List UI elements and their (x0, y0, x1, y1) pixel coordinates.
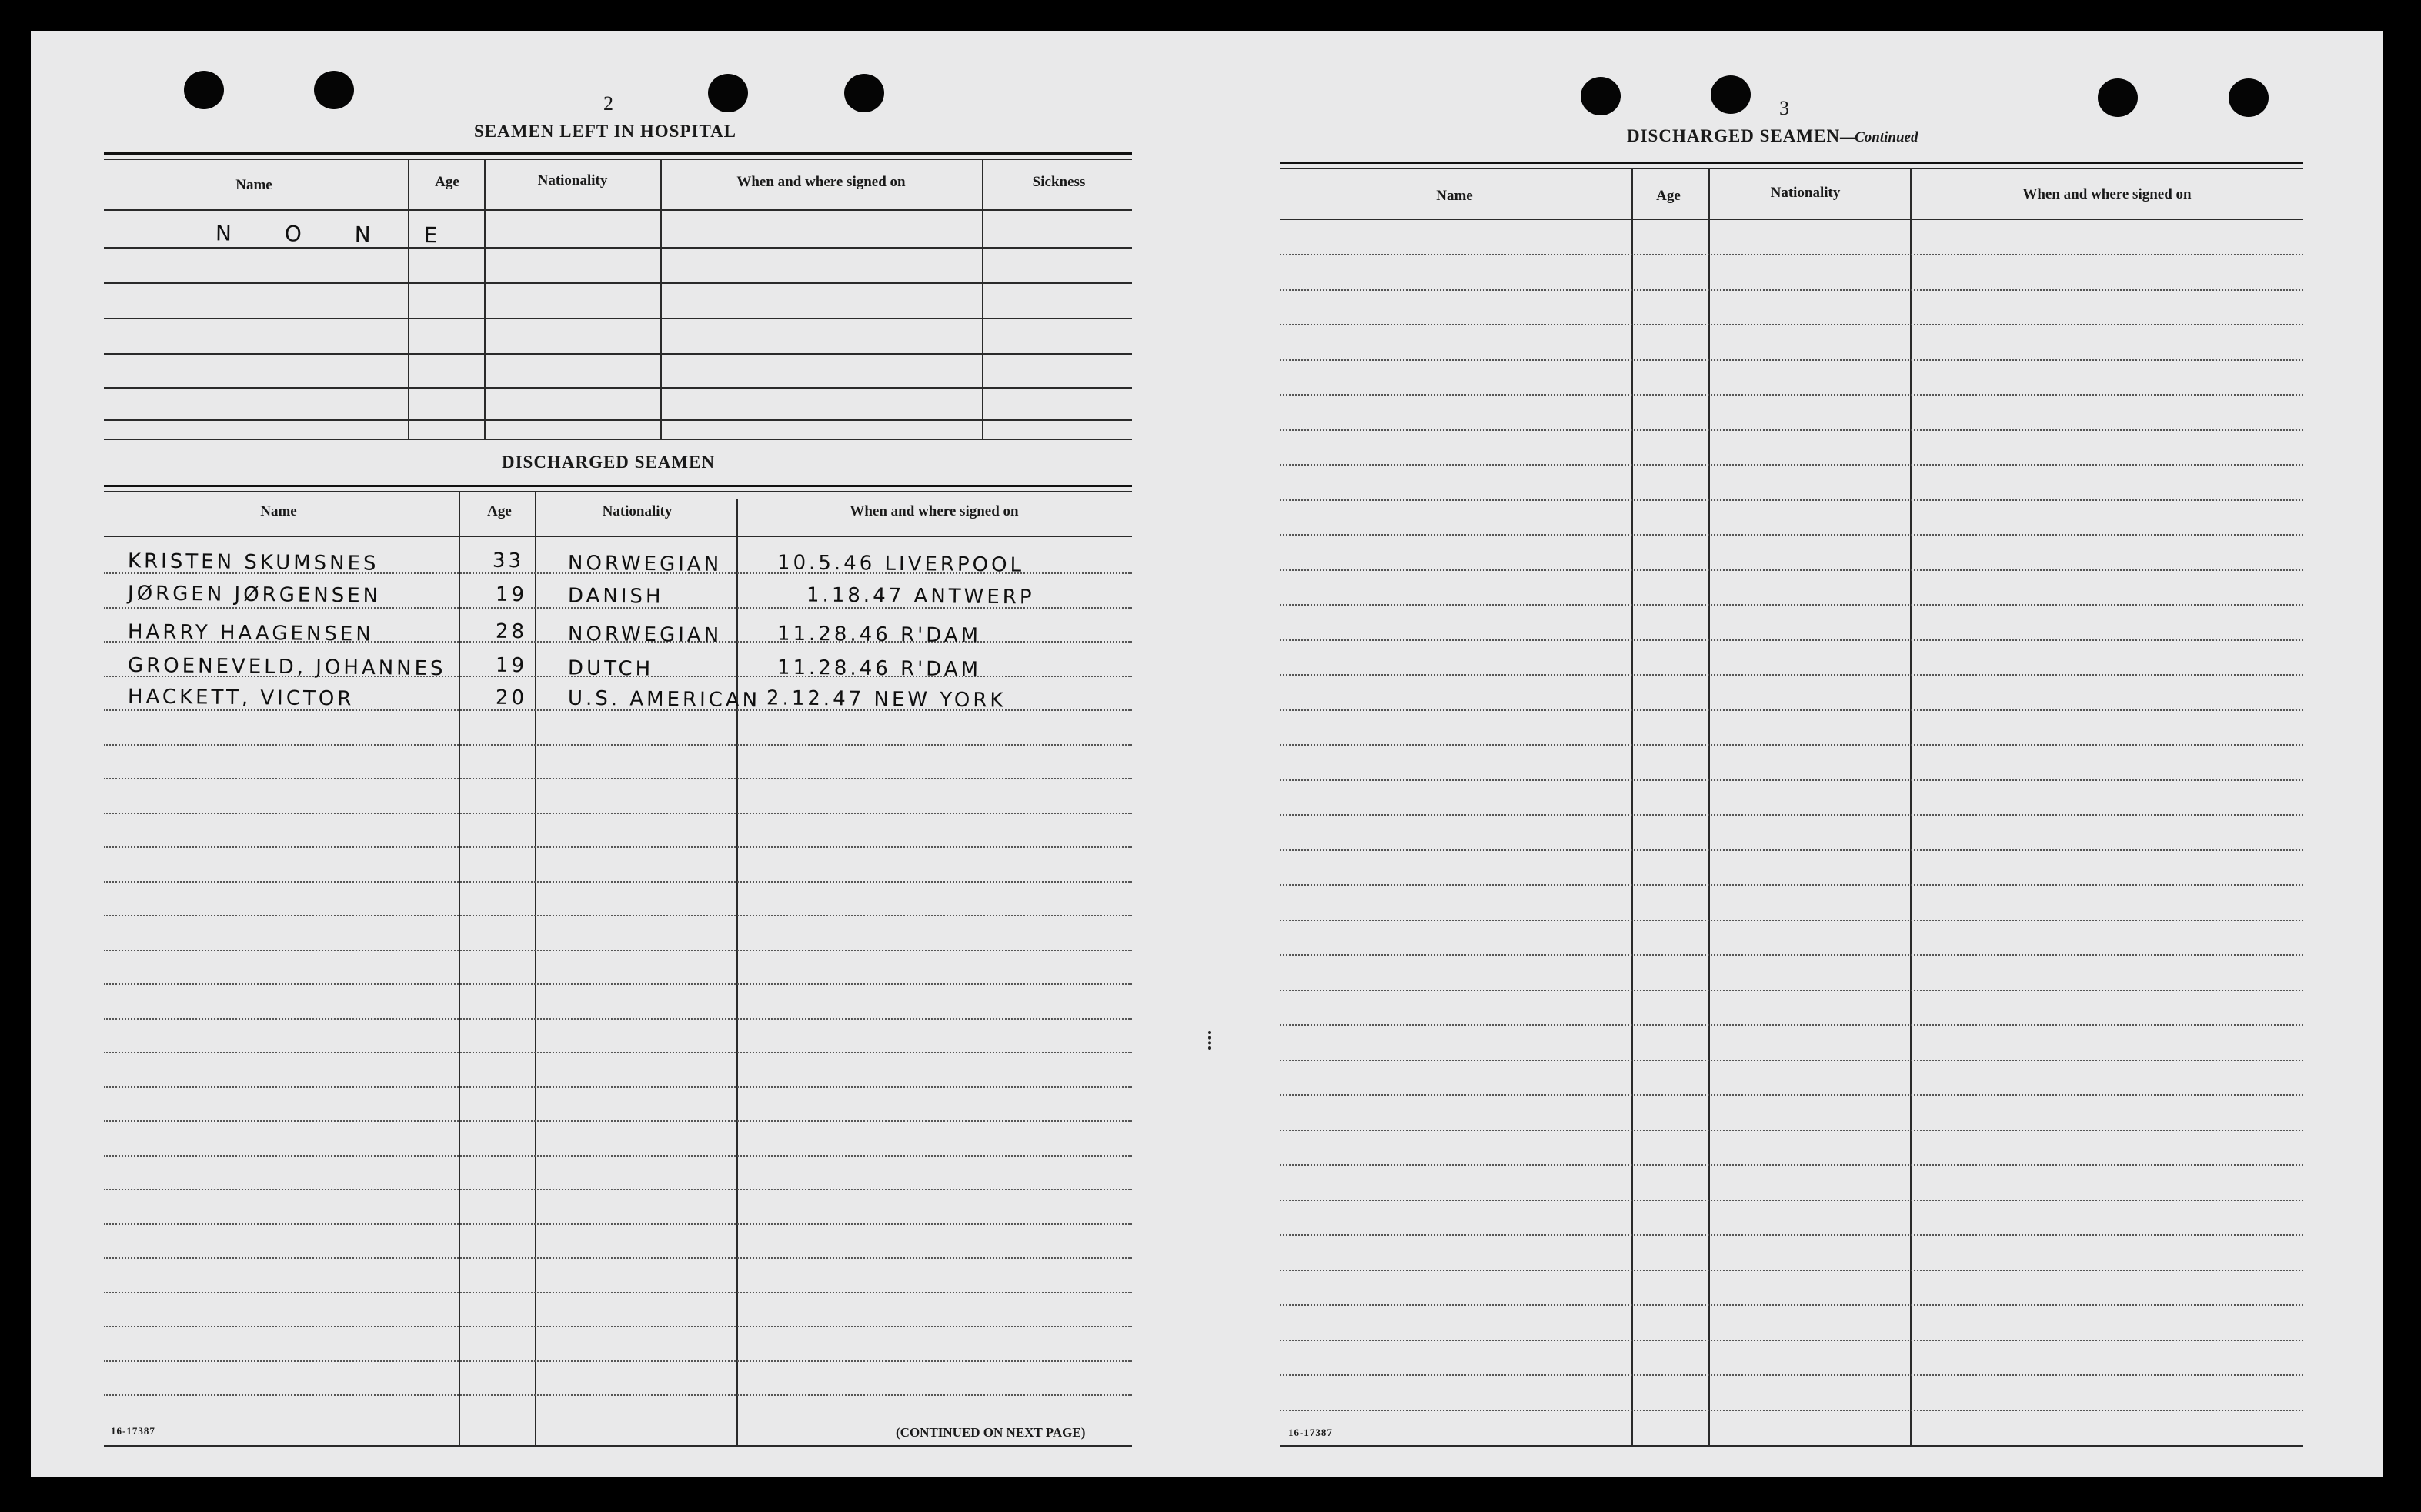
ruled-line (1280, 1270, 2303, 1271)
ruled-line (104, 1189, 1132, 1190)
ruled-line (104, 950, 1132, 951)
ruled-line (1280, 884, 2303, 886)
ruled-line (1280, 1094, 2303, 1096)
continued-note: (CONTINUED ON NEXT PAGE) (896, 1425, 1086, 1440)
ruled-line (104, 813, 1132, 814)
ruled-line (1280, 1234, 2303, 1236)
seaman-name: HARRY HAAGENSEN (127, 620, 374, 646)
ruled-line (1280, 324, 2303, 325)
punch-hole-icon (1711, 75, 1751, 114)
punch-hole-icon (1581, 77, 1621, 115)
ruled-line (1280, 674, 2303, 676)
hospital-col-sickness: Sickness (1032, 174, 1086, 190)
punch-hole-icon (314, 71, 354, 109)
ruled-line (1280, 1374, 2303, 1376)
ruled-line (104, 1018, 1132, 1020)
discharged-col-nationality: Nationality (602, 503, 673, 519)
seaman-nationality: NORWEGIAN (567, 551, 723, 577)
punch-hole-icon (2229, 78, 2269, 117)
ruled-line (104, 846, 1132, 848)
ruled-line (1280, 779, 2303, 781)
seaman-signed-on: 1.18.47 ANTWERP (806, 583, 1035, 609)
ruled-line (1280, 394, 2303, 396)
seaman-signed-on: 2.12.47 NEW YORK (766, 686, 1007, 713)
ruled-line (1280, 954, 2303, 956)
seaman-age: 20 (495, 686, 528, 710)
ruled-line (104, 1292, 1132, 1293)
ruled-line (1280, 534, 2303, 536)
seaman-nationality: NORWEGIAN (567, 622, 723, 648)
page-number: 2 (603, 92, 613, 115)
ruled-line (1280, 1024, 2303, 1026)
hospital-col-age: Age (435, 174, 459, 190)
ruled-line (1280, 429, 2303, 431)
ruled-line (1280, 744, 2303, 746)
ruled-line (1280, 254, 2303, 255)
binding-mark (1208, 1031, 1214, 1050)
ruled-line (104, 1155, 1132, 1157)
seaman-nationality: U.S. AMERICAN (567, 686, 761, 713)
seaman-name: KRISTEN SKUMSNES (127, 549, 379, 576)
ruled-line (1280, 1200, 2303, 1201)
seaman-name: GROENEVELD, JOHANNES (127, 653, 446, 681)
continued-col-signed: When and where signed on (2022, 186, 2192, 202)
seaman-age: 33 (492, 549, 525, 573)
ruled-line (1280, 1130, 2303, 1131)
ruled-line (1280, 1340, 2303, 1341)
seaman-age: 19 (495, 582, 528, 607)
discharged-section-title: DISCHARGED SEAMEN (502, 452, 716, 472)
seaman-name: JØRGEN JØRGENSEN (127, 582, 382, 608)
ruled-line (1280, 849, 2303, 851)
ruled-line (1280, 1060, 2303, 1061)
hospital-col-signed: When and where signed on (736, 174, 906, 190)
ruled-line (104, 1394, 1132, 1396)
continued-col-nationality: Nationality (1770, 185, 1841, 201)
discharged-col-signed: When and where signed on (850, 503, 1019, 519)
discharged-title-suffix: —Continued (1840, 129, 1918, 145)
page-number: 3 (1779, 97, 1789, 119)
ruled-line (104, 1257, 1132, 1259)
ruled-line (104, 1223, 1132, 1225)
ruled-line (1280, 814, 2303, 816)
punch-hole-icon (844, 74, 884, 112)
ruled-line (1280, 569, 2303, 571)
ruled-line (1280, 709, 2303, 711)
ruled-line (1280, 1410, 2303, 1411)
ruled-line (1280, 1304, 2303, 1306)
seaman-age: 28 (495, 619, 528, 644)
punch-hole-icon (2098, 78, 2138, 117)
hospital-col-nationality: Nationality (537, 172, 608, 189)
ruled-line (1280, 604, 2303, 606)
ruled-line (1280, 359, 2303, 361)
seaman-nationality: DANISH (567, 584, 664, 609)
discharged-title-main: DISCHARGED SEAMEN (1627, 126, 1841, 145)
punch-hole-icon (708, 74, 748, 112)
ruled-line (104, 778, 1132, 779)
ruled-line (1280, 920, 2303, 921)
document-scan (31, 31, 2383, 1477)
seaman-nationality: DUTCH (567, 656, 654, 681)
seaman-age: 19 (495, 653, 528, 678)
ruled-line (104, 1326, 1132, 1327)
ruled-line (104, 1360, 1132, 1362)
ruled-line (104, 1120, 1132, 1122)
table-bottom-line (1280, 1445, 2303, 1447)
hospital-entry-none: N O N E (215, 220, 461, 249)
seaman-signed-on: 10.5.46 LIVERPOOL (776, 551, 1025, 577)
ruled-line (1280, 1164, 2303, 1166)
form-number: 16-17387 (1288, 1427, 1333, 1438)
discharged-continued-title (1627, 126, 1918, 146)
ruled-line (1280, 990, 2303, 991)
hospital-section-title: SEAMEN LEFT IN HOSPITAL (474, 122, 737, 141)
seaman-name: HACKETT, VICTOR (127, 685, 355, 711)
ruled-line (104, 881, 1132, 883)
hospital-col-name: Name (235, 177, 272, 193)
ruled-line (104, 1086, 1132, 1088)
ruled-line (104, 915, 1132, 916)
seaman-signed-on: 11.28.46 R'DAM (776, 622, 982, 648)
ruled-line (1280, 289, 2303, 291)
ruled-line (104, 1052, 1132, 1053)
continued-col-name: Name (1436, 188, 1473, 204)
continued-col-age: Age (1656, 188, 1681, 204)
seaman-signed-on: 11.28.46 R'DAM (776, 656, 982, 682)
form-number: 16-17387 (111, 1425, 155, 1437)
ruled-line (104, 983, 1132, 985)
ruled-line (1280, 464, 2303, 466)
table-bottom-line (104, 1445, 1132, 1447)
discharged-col-name: Name (260, 503, 297, 519)
ruled-line (1280, 639, 2303, 641)
ruled-line (104, 744, 1132, 746)
punch-hole-icon (184, 71, 224, 109)
discharged-col-age: Age (487, 503, 512, 519)
ruled-line (1280, 499, 2303, 501)
